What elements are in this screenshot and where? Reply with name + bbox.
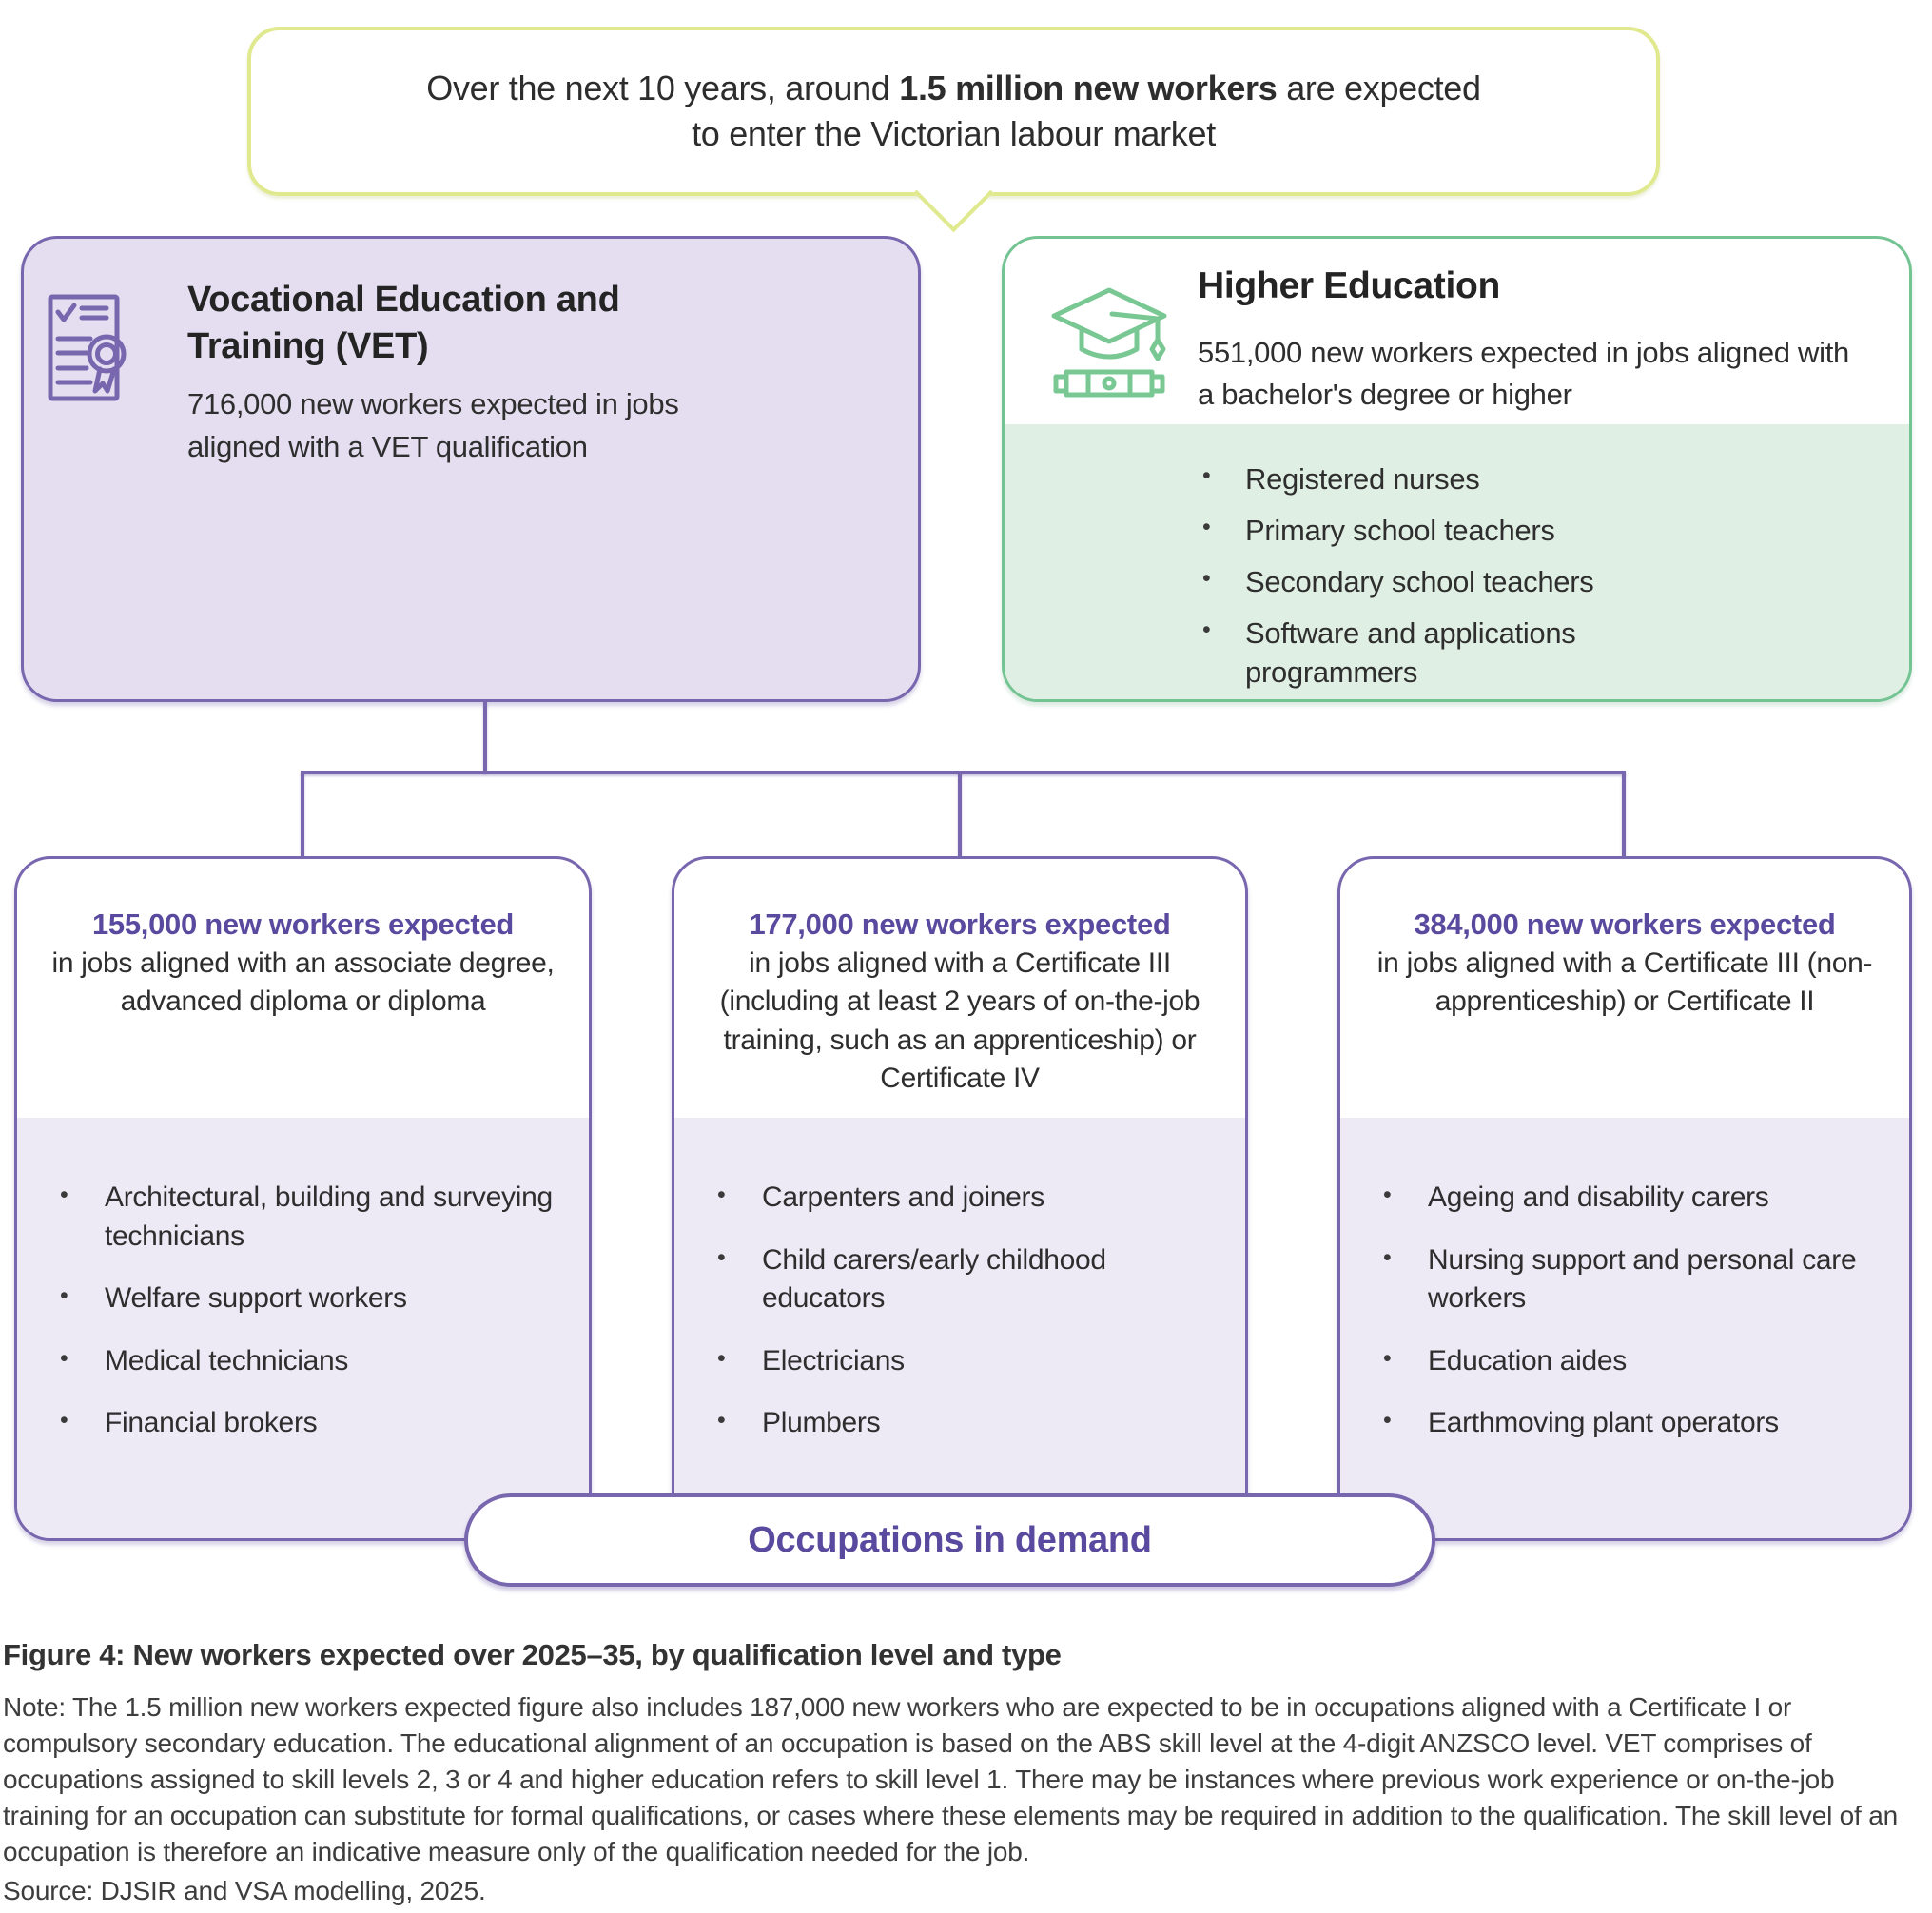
qualification-description: in jobs aligned with an associate degree, advanced diploma or diploma	[51, 947, 555, 1018]
list-item: • Earthmoving plant operators	[1378, 1404, 1881, 1443]
bubble-text-line2: to enter the Victorian labour market	[692, 114, 1216, 153]
vet-title: Vocational Education and Training (VET)	[187, 280, 620, 367]
graduation-cap-icon	[1044, 284, 1176, 399]
bubble-text-bold: 1.5 million new workers	[899, 68, 1278, 108]
occupation-list	[55, 1179, 560, 1467]
certificate-icon	[47, 294, 134, 402]
connector-drop-middle	[958, 772, 962, 858]
occupation-list	[712, 1179, 1217, 1467]
bubble-text-line1	[426, 66, 1481, 111]
figure-caption: Figure 4: New workers expected over 2025–35, by qualification level and type	[3, 1638, 1062, 1671]
list-item: • Nursing support and personal care workers	[1378, 1241, 1881, 1318]
list-item: • Electricians	[712, 1342, 1217, 1381]
worker-count: 384,000 new workers expected	[1414, 908, 1836, 941]
occupations-in-demand-pill	[464, 1493, 1435, 1587]
qualification-description: in jobs aligned with a Certificate III (including at least 2 years of on-the-job training, such as an apprenticeship) or Certificate IV	[719, 947, 1200, 1095]
list-item: • Architectural, building and surveying technicians	[55, 1179, 560, 1256]
worker-count: 155,000 new workers expected	[91, 908, 515, 941]
bubble-tail-pointer	[913, 153, 992, 232]
bubble-text-pre: Over the next 10 years, around	[426, 68, 900, 108]
higher-education-section-box	[1002, 236, 1912, 702]
list-item: • Secondary school teachers	[1198, 562, 1730, 602]
list-item: • Welfare support workers	[55, 1279, 560, 1318]
figure-note: Note: The 1.5 million new workers expected figure also includes 187,000 new workers who are expected to be in occupations aligned with a Certificate I or compulsory secondary education. The educational alignment of an occupation is based on the ABS skill level at the 4-digit ANZSCO level. VET comprises of occupations assigned to skill levels 2, 3 or 4 and higher education refers to skill level 1. There may be instances where previous work experience or on-the-job training for an occupation can substitute for formal qualifications, or cases where these elements may be required in addition to the qualification. The skill level of an occupation is therefore an indicative measure only of the qualification needed for the job.	[3, 1692, 1898, 1867]
connector-drop-right	[1622, 772, 1626, 858]
list-item: • Education aides	[1378, 1342, 1881, 1381]
qualification-box-cert3-cert2	[1337, 856, 1912, 1541]
connector-vet-stem	[483, 702, 487, 772]
list-item: • Primary school teachers	[1198, 511, 1730, 551]
pill-label: Occupations in demand	[748, 1519, 1152, 1560]
qualification-heading	[42, 905, 564, 1022]
connector-drop-left	[301, 772, 304, 858]
list-item: • Plumbers	[712, 1404, 1217, 1443]
list-item: • Financial brokers	[55, 1404, 560, 1443]
qualification-box-diploma	[14, 856, 592, 1541]
list-item: • Software and applications programmers	[1198, 614, 1730, 693]
qualification-box-cert3-apprenticeship	[672, 856, 1248, 1541]
list-item: • Medical technicians	[55, 1342, 560, 1381]
higher-education-occupation-list	[1198, 459, 1730, 702]
figure-source: Source: DJSIR and VSA modelling, 2025.	[3, 1876, 486, 1905]
vet-body-text: 716,000 new workers expected in jobs aligned with a VET qualification	[187, 387, 679, 463]
qualification-heading	[699, 905, 1220, 1099]
list-item: • Ageing and disability carers	[1378, 1179, 1881, 1218]
intro-speech-bubble	[247, 27, 1660, 196]
list-item: • Carpenters and joiners	[712, 1179, 1217, 1218]
list-item: • Registered nurses	[1198, 459, 1730, 499]
list-item: • Child carers/early childhood educators	[712, 1241, 1217, 1318]
qualification-description: in jobs aligned with a Certificate III (non-apprenticeship) or Certificate II	[1376, 947, 1873, 1018]
bubble-text-post: are expected	[1277, 68, 1481, 108]
vet-section-box	[21, 236, 921, 702]
occupation-list	[1378, 1179, 1881, 1467]
higher-education-body-text: 551,000 new workers expected in jobs aligned with a bachelor's degree or higher	[1198, 336, 1849, 412]
higher-education-title: Higher Education	[1198, 265, 1501, 306]
worker-count: 177,000 new workers expected	[749, 908, 1171, 941]
connector-horizontal-bar	[301, 771, 1626, 774]
qualification-heading	[1365, 905, 1884, 1022]
